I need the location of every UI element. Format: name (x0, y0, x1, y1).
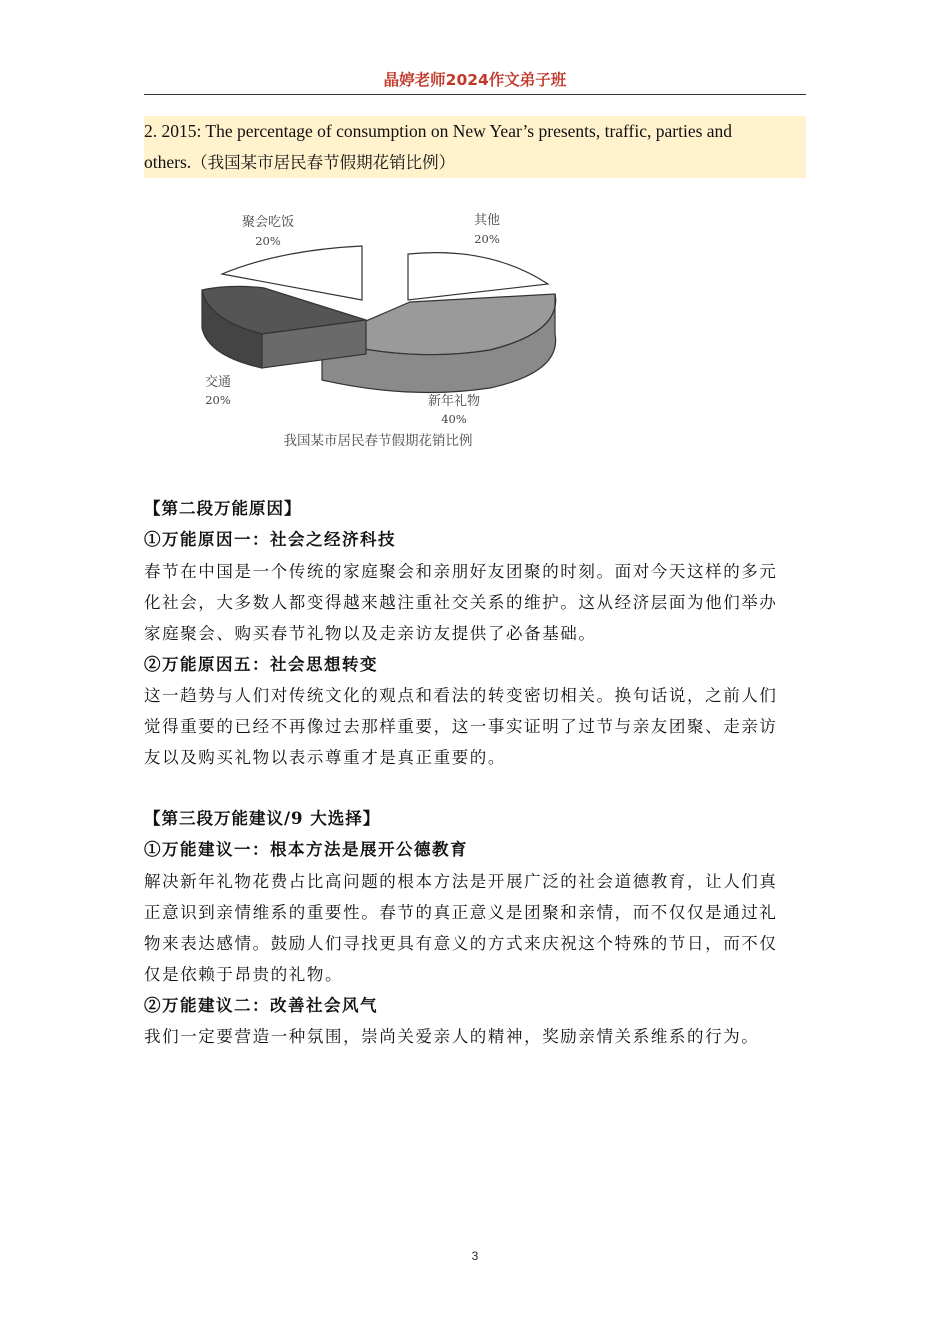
value-other: 20% (474, 232, 500, 246)
value-new-year-gifts: 40% (441, 412, 467, 426)
page-number: 3 (471, 1249, 479, 1263)
reason1-line-1: 春节在中国是一个传统的家庭聚会和亲朋好友团聚的时刻。面对今天这样的多元 (144, 562, 778, 581)
header-rule (144, 94, 806, 95)
label-party-dinner: 聚会吃饭 (241, 215, 295, 230)
reason1-line-2: 化社会，大多数人都变得越来越注重社交关系的维护。这从经济层面为他们举办 (144, 593, 778, 612)
advice1-line-3: 物来表达感情。鼓励人们寻找更具有意义的方式来庆祝这个特殊的节日，而不仅 (144, 934, 778, 953)
advice2-line-1: 我们一定要营造一种氛围，崇尚关爱亲人的精神，奖励亲情关系维系的行为。 (144, 1027, 760, 1046)
item-line-2-zh: （我国某市居民春节假期花销比例） (191, 153, 456, 172)
label-other: 其他 (473, 213, 501, 228)
reason2-line-3: 友以及购买礼物以表示尊重才是真正重要的。 (144, 748, 506, 767)
pie-chart-svg (190, 200, 580, 460)
pie-chart (190, 200, 580, 460)
section3-title: 【第三段万能建议/9 大选择】 (144, 809, 381, 828)
advice1-line-2: 正意识到亲情维系的重要性。春节的真正意义是团聚和亲情，而不仅仅是通过礼 (144, 903, 778, 922)
item-line-2-en: others. (144, 152, 192, 172)
advice1-title: ①万能建议一：根本方法是展开公德教育 (144, 840, 468, 859)
item-line-1: 2. 2015: The percentage of consumption on New Year’s presents, traffic, parties and (144, 121, 733, 141)
reason1-line-3: 家庭聚会、购买春节礼物以及走亲访友提供了必备基础。 (144, 624, 597, 643)
advice1-line-4: 仅是依赖于昂贵的礼物。 (144, 965, 344, 984)
reason2-title: ②万能原因五：社会思想转变 (144, 655, 378, 674)
advice1-line-1: 解决新年礼物花费占比高问题的根本方法是开展广泛的社会道德教育，让人们真 (144, 872, 778, 891)
chart-title: 我国某市居民春节假期花销比例 (283, 433, 473, 449)
label-traffic: 交通 (204, 375, 232, 390)
item-line-2 (144, 147, 455, 178)
reason1-title: ①万能原因一：社会之经济科技 (144, 530, 396, 549)
value-party-dinner: 20% (255, 234, 281, 248)
label-new-year-gifts: 新年礼物 (427, 394, 481, 409)
section2-title: 【第二段万能原因】 (144, 499, 302, 518)
page-header: 晶婷老师2024作文弟子班 (383, 71, 567, 89)
item-highlight (144, 116, 806, 178)
reason2-line-1: 这一趋势与人们对传统文化的观点和看法的转变密切相关。换句话说，之前人们 (144, 686, 778, 705)
advice2-title: ②万能建议二：改善社会风气 (144, 996, 378, 1015)
value-traffic: 20% (205, 393, 231, 407)
reason2-line-2: 觉得重要的已经不再像过去那样重要，这一事实证明了过节与亲友团聚、走亲访 (144, 717, 778, 736)
slice-other (408, 253, 548, 300)
